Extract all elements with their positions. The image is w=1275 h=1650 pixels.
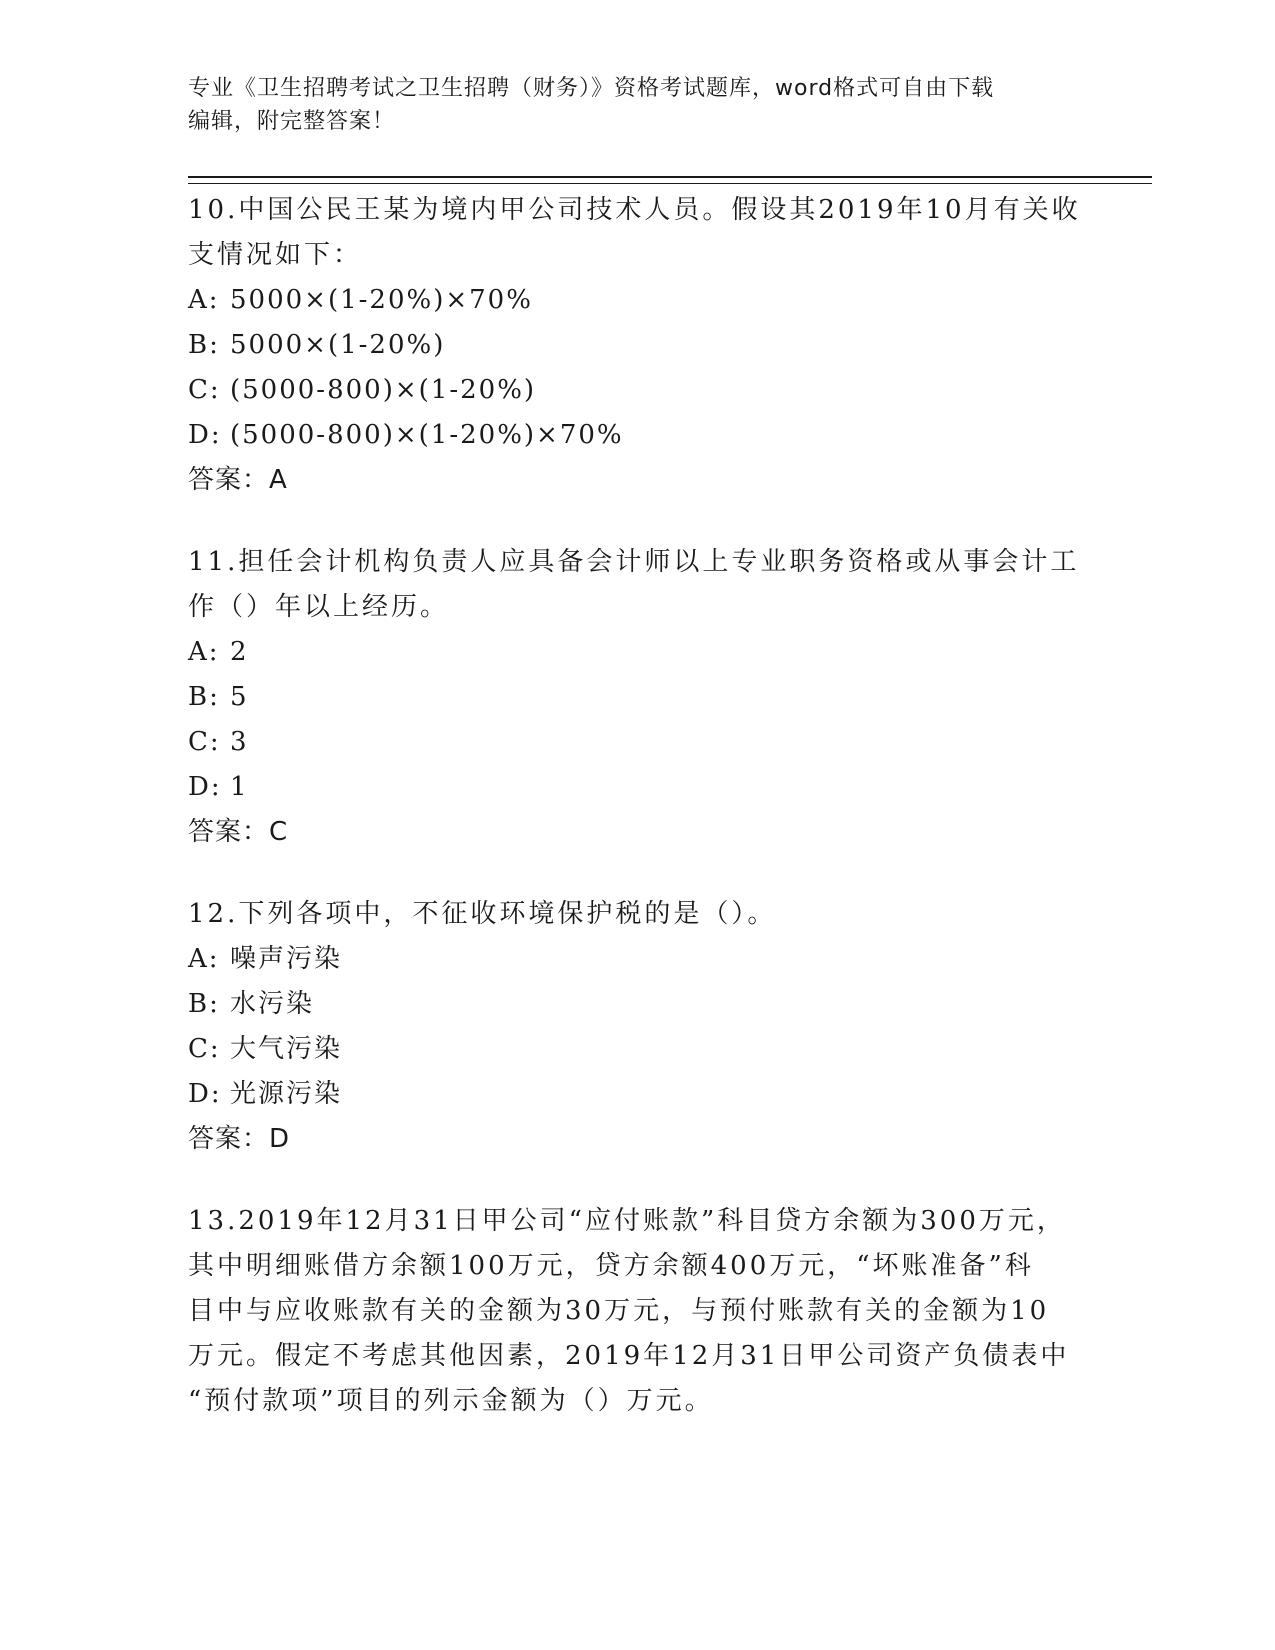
option-key: A: <box>188 637 220 667</box>
option-key: D: <box>188 1079 222 1109</box>
answer-line: 答案：A <box>188 465 288 495</box>
question-13 <box>188 1199 1088 1424</box>
question-stem <box>188 1199 1088 1424</box>
option-key: A: <box>188 285 220 315</box>
header-divider-thick <box>188 176 1152 178</box>
option-key: C: <box>188 727 221 757</box>
option-key: C: <box>188 375 221 405</box>
question-stem-line: 支情况如下： <box>188 240 363 270</box>
question-11 <box>188 540 1088 855</box>
answer-line: 答案：C <box>188 817 289 847</box>
question-stem <box>188 188 1088 278</box>
option-key: D: <box>188 420 222 450</box>
option-key: C: <box>188 1034 221 1064</box>
question-stem-line: 10.中国公民王某为境内甲公司技术人员。假设其2019年10月有关收 <box>188 195 1081 225</box>
option-c <box>188 368 1088 413</box>
option-text: 光源污染 <box>230 1079 343 1109</box>
question-stem-line: 作（）年以上经历。 <box>188 592 450 622</box>
option-text: 5 <box>230 682 249 712</box>
option-d <box>188 413 1088 458</box>
header-divider-thin <box>188 183 1152 184</box>
answer-line: 答案：D <box>188 1124 291 1154</box>
option-d <box>188 1072 1088 1117</box>
option-text: 5000×(1-20%) <box>230 330 446 360</box>
question-12 <box>188 892 1088 1162</box>
question-stem <box>188 892 1088 937</box>
option-b <box>188 675 1088 720</box>
option-text: 2 <box>230 637 249 667</box>
question-stem-line: 目中与应收账款有关的金额为30万元，与预付账款有关的金额为10 <box>188 1296 1050 1326</box>
option-a <box>188 278 1088 323</box>
option-d <box>188 765 1088 810</box>
option-key: B: <box>188 330 220 360</box>
option-a <box>188 630 1088 675</box>
option-key: B: <box>188 682 220 712</box>
option-b <box>188 982 1088 1027</box>
document-header <box>188 72 1068 138</box>
option-text: 水污染 <box>230 989 315 1019</box>
question-stem-line: 12.下列各项中，不征收环境保护税的是（）。 <box>188 899 777 929</box>
option-text: 噪声污染 <box>230 944 343 974</box>
option-text: 大气污染 <box>230 1034 343 1064</box>
header-line-2: 编辑，附完整答案！ <box>188 109 396 134</box>
option-key: B: <box>188 989 220 1019</box>
option-text: 3 <box>230 727 249 757</box>
question-stem-line: 其中明细账借方余额100万元，贷方余额400万元，“坏账准备”科 <box>188 1251 1034 1281</box>
option-key: D: <box>188 772 222 802</box>
question-stem-line: 13.2019年12月31日甲公司“应付账款”科目贷方余额为300万元， <box>188 1206 1066 1236</box>
option-a <box>188 937 1088 982</box>
option-text: (5000-800)×(1-20%) <box>230 375 537 405</box>
option-text: 1 <box>230 772 249 802</box>
option-key: A: <box>188 944 220 974</box>
question-10 <box>188 188 1088 503</box>
question-list <box>188 188 1088 1461</box>
option-b <box>188 323 1088 368</box>
question-stem <box>188 540 1088 630</box>
question-stem-line: “预付款项”项目的列示金额为（）万元。 <box>188 1386 714 1416</box>
option-text: (5000-800)×(1-20%)×70% <box>230 420 624 450</box>
option-c <box>188 1027 1088 1072</box>
question-stem-line: 11.担任会计机构负责人应具备会计师以上专业职务资格或从事会计工 <box>188 547 1080 577</box>
option-c <box>188 720 1088 765</box>
option-text: 5000×(1-20%)×70% <box>230 285 533 315</box>
question-stem-line: 万元。假定不考虑其他因素，2019年12月31日甲公司资产负债表中 <box>188 1341 1070 1371</box>
header-line-1: 专业《卫生招聘考试之卫生招聘（财务）》资格考试题库，word格式可自由下载 <box>188 76 995 101</box>
